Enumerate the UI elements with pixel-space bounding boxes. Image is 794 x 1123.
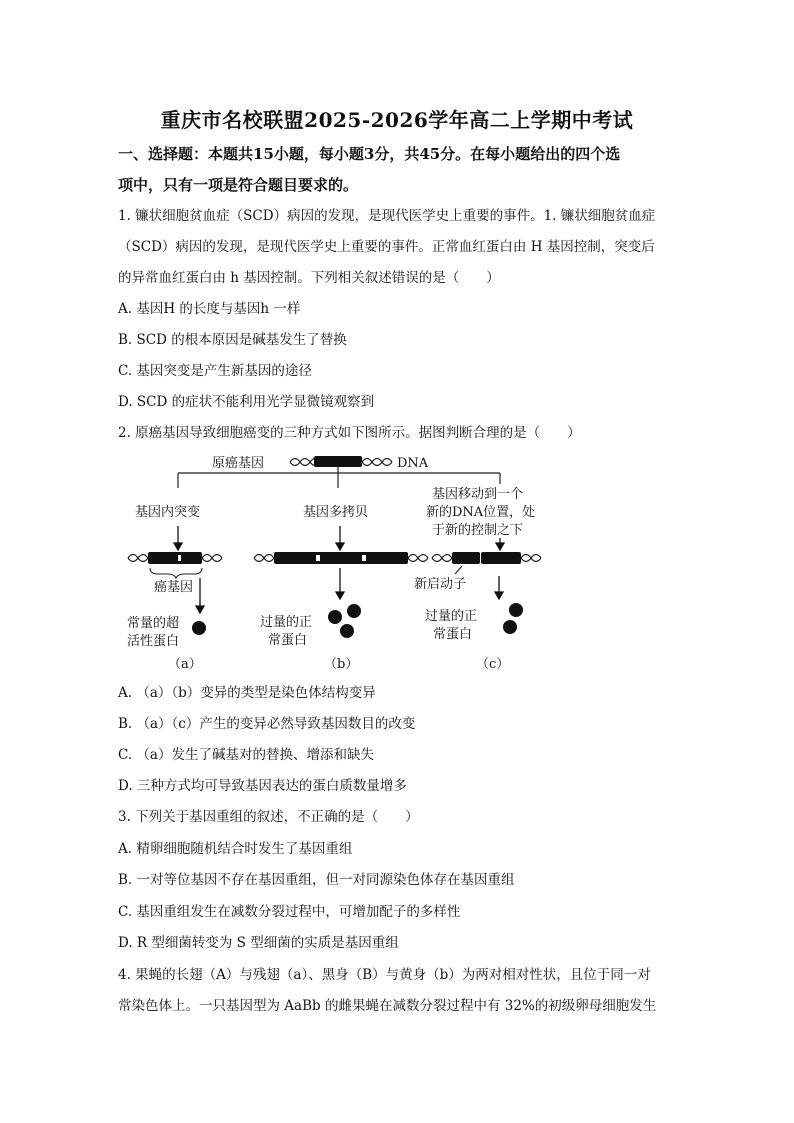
panel-label-c: （c） xyxy=(476,657,510,672)
result-a-line1: 常量的超 xyxy=(127,616,180,631)
section-instructions-line1: 一、选择题：本题共15小题，每小题3分，共45分。在每小题给出的四个选 xyxy=(118,145,621,163)
q2-stem: 2. 原癌基因导致细胞癌变的三种方式如下图所示。据图判断合理的是（ ） xyxy=(118,425,581,441)
q1-option-c: C. 基因突变是产生新基因的途径 xyxy=(118,363,312,379)
proto-oncogene-label: 原癌基因 xyxy=(212,456,265,471)
q3-stem: 3. 下列关于基因重组的叙述，不正确的是（ ） xyxy=(118,809,419,825)
q1-option-b: B. SCD 的根本原因是碱基发生了替换 xyxy=(118,332,347,348)
q3-option-a: A. 精卵细胞随机结合时发生了基因重组 xyxy=(118,841,353,857)
dna-b xyxy=(254,552,428,564)
exam-title: 重庆市名校联盟2025-2026学年高二上学期中考试 xyxy=(160,108,634,132)
branch-b-label: 基因多拷贝 xyxy=(303,505,369,520)
branch-c-label-2: 新的DNA位置，处 xyxy=(426,505,536,520)
q2-option-a: A. （a）（b）变异的类型是染色体结构变异 xyxy=(118,685,376,701)
result-b-line2: 常蛋白 xyxy=(268,633,308,648)
panel-label-b: （b） xyxy=(324,657,359,672)
result-a-line2: 活性蛋白 xyxy=(127,634,180,649)
q2-option-c: C. （a）发生了碱基对的替换、增添和缺失 xyxy=(118,747,374,763)
q2-figure-oncogene-diagram xyxy=(118,448,678,676)
dna-a xyxy=(128,552,222,578)
q1-option-d: D. SCD 的症状不能利用光学显微镜观察到 xyxy=(118,394,375,410)
q4-stem-line2: 常染色体上。一只基因型为 AaBb 的雌果蝇在减数分裂过程中有 32%的初级卵母细胞发生 xyxy=(118,998,657,1014)
branch-c-label-1: 基因移动到一个 xyxy=(432,487,524,502)
section-instructions-line2: 项中，只有一项是符合题目要求的。 xyxy=(118,176,359,194)
q2-option-d: D. 三种方式均可导致基因表达的蛋白质数量增多 xyxy=(118,778,407,794)
panel-label-a: （a） xyxy=(168,657,202,672)
result-b-line1: 过量的正 xyxy=(260,615,313,630)
branch-a-label: 基因内突变 xyxy=(135,505,201,520)
top-dna-strand xyxy=(290,456,392,467)
q1-option-a: A. 基因H 的长度与基因h 一样 xyxy=(118,301,301,317)
q3-option-d: D. R 型细菌转变为 S 型细菌的实质是基因重组 xyxy=(118,935,399,951)
q3-option-b: B. 一对等位基因不存在基因重组，但一对同源染色体存在基因重组 xyxy=(118,872,515,888)
q1-stem-line2: （SCD）病因的发现，是现代医学史上重要的事件。正常血红蛋白由 H 基因控制，突变后 xyxy=(118,239,655,255)
q3-option-c: C. 基因重组发生在减数分裂过程中，可增加配子的多样性 xyxy=(118,904,461,920)
dna-label: DNA xyxy=(397,456,429,471)
new-promoter-label: 新启动子 xyxy=(414,577,467,592)
q2-option-b: B. （a）（c）产生的变异必然导致基因数目的改变 xyxy=(118,716,416,732)
dna-c xyxy=(432,552,541,574)
q4-stem-line1: 4. 果蝇的长翅（A）与残翅（a）、黑身（B）与黄身（b）为两对相对性状，且位于同一对 xyxy=(118,967,651,983)
q1-stem-line1: 1. 镰状细胞贫血症（SCD）病因的发现，是现代医学史上重要的事件。1. 镰状细胞贫血症 xyxy=(118,208,656,224)
result-c-line1: 过量的正 xyxy=(425,609,478,624)
q1-stem-line3: 的异常血红蛋白由 h 基因控制。下列相关叙述错误的是（ ） xyxy=(118,270,500,286)
oncogene-label: 癌基因 xyxy=(154,580,194,595)
branch-c-label-3: 于新的控制之下 xyxy=(432,523,524,538)
result-c-line2: 常蛋白 xyxy=(433,627,473,642)
